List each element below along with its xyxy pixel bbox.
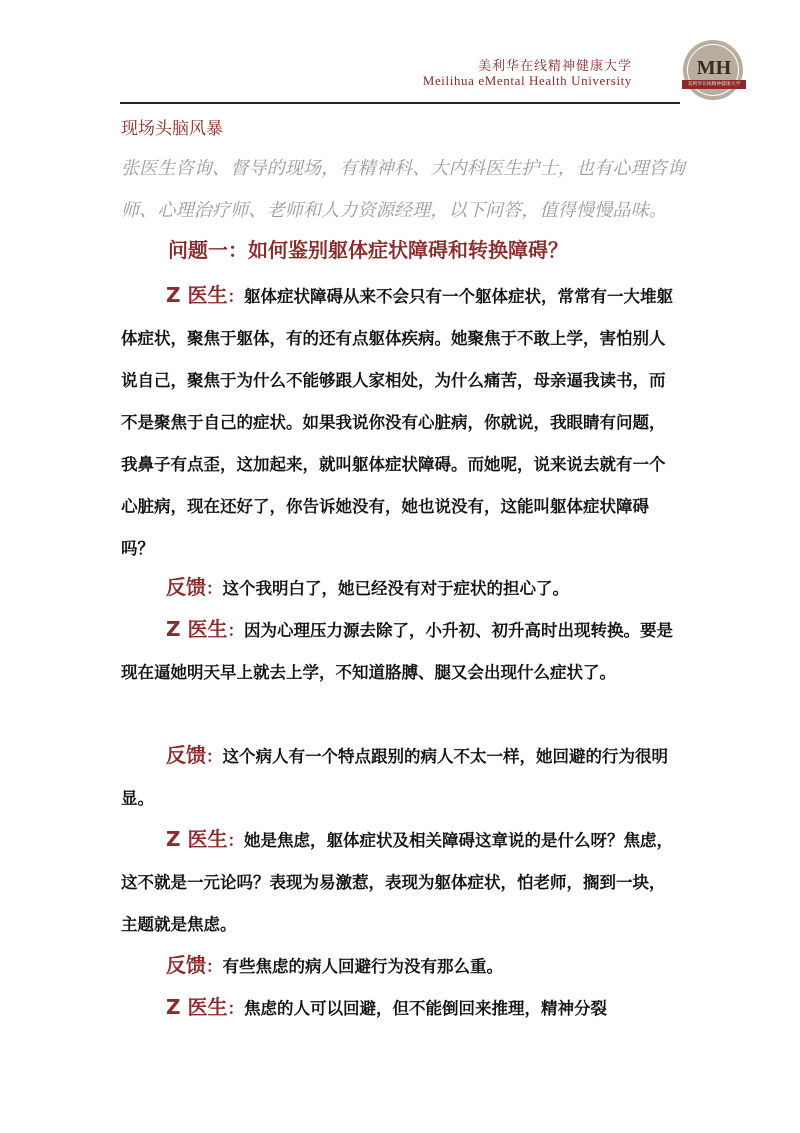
dialogue-entry [121,274,681,570]
dialogue-entry [121,608,681,694]
logo-monogram: MH [696,57,732,79]
dialogue-text: 躯体症状障碍从来不会只有一个躯体症状，常常有一大堆躯体症状，聚焦于躯体，有的还有点躯体疾病。她聚焦于不敢上学，害怕别人说自己，聚焦于为什么不能够跟人家相处，为什么痛苦，母亲逼我读书，而不是聚焦于自己的症状。如果我说你没有心脏病，你就说，我眼睛有问题，我鼻子有点歪，这加起来，就叫躯体症状障碍。而她呢，说来说去就有一个心脏病，现在还好了，你告诉她没有，她也说没有，这能叫躯体症状障碍吗？ [121,287,673,558]
dialogue-text: 她是焦虑，躯体症状及相关障碍这章说的是什么呀？焦虑，这不就是一元论吗？表现为易激惹，表现为躯体症状，怕老师，搁到一块，主题就是焦虑。 [121,831,673,934]
question-heading: 问题一：如何鉴别躯体症状障碍和转换障碍？ [168,238,568,262]
speaker-colon: ： [206,579,223,598]
speaker-colon: ： [227,621,244,640]
org-name-cn: 美利华在线精神健康大学 [477,59,632,74]
logo-band: 美利华在线精神健康大学 [682,80,746,89]
speaker-colon: ： [227,999,244,1018]
dialogue-entry [121,986,681,1030]
dialogue-entry [121,944,681,988]
section-title: 现场头脑风暴 [121,119,223,139]
speaker-colon: ： [227,831,244,850]
dialogue-entry [121,734,681,820]
university-logo [683,40,743,100]
speaker-label: Z 医生 [166,617,228,641]
logo-ring [687,44,739,96]
page-header [0,0,800,105]
speaker-label: 反馈 [166,575,206,599]
dialogue-text: 这个病人有一个特点跟别的病人不太一样，她回避的行为很明显。 [121,747,668,808]
intro-paragraph: 张医生咨询、督导的现场，有精神科、大内科医生护士，也有心理咨询师、心理治疗师、老师和人力资源经理，以下问答，值得慢慢品味。 [121,158,686,221]
speaker-label: Z 医生 [166,827,228,851]
speaker-label: Z 医生 [166,283,228,307]
speaker-colon: ： [206,747,223,766]
dialogue-text: 焦虑的人可以回避，但不能倒回来推理，精神分裂 [243,999,607,1018]
header-divider [120,102,680,104]
speaker-label: 反馈 [166,743,206,767]
dialogue-entry [121,818,681,946]
dialogue-entry [121,566,681,610]
speaker-label: 反馈 [166,953,206,977]
dialogue-text: 因为心理压力源去除了，小升初、初升高时出现转换。要是现在逼她明天早上就去上学，不知道胳膊、腿又会出现什么症状了。 [121,621,673,682]
speaker-label: Z 医生 [166,995,228,1019]
speaker-colon: ： [227,287,244,306]
org-name-en: Meilihua eMental Health University [422,73,632,88]
dialogue-text: 这个我明白了，她已经没有对于症状的担心了。 [222,579,569,598]
dialogue-text: 有些焦虑的病人回避行为没有那么重。 [222,957,503,976]
speaker-colon: ： [206,957,223,976]
